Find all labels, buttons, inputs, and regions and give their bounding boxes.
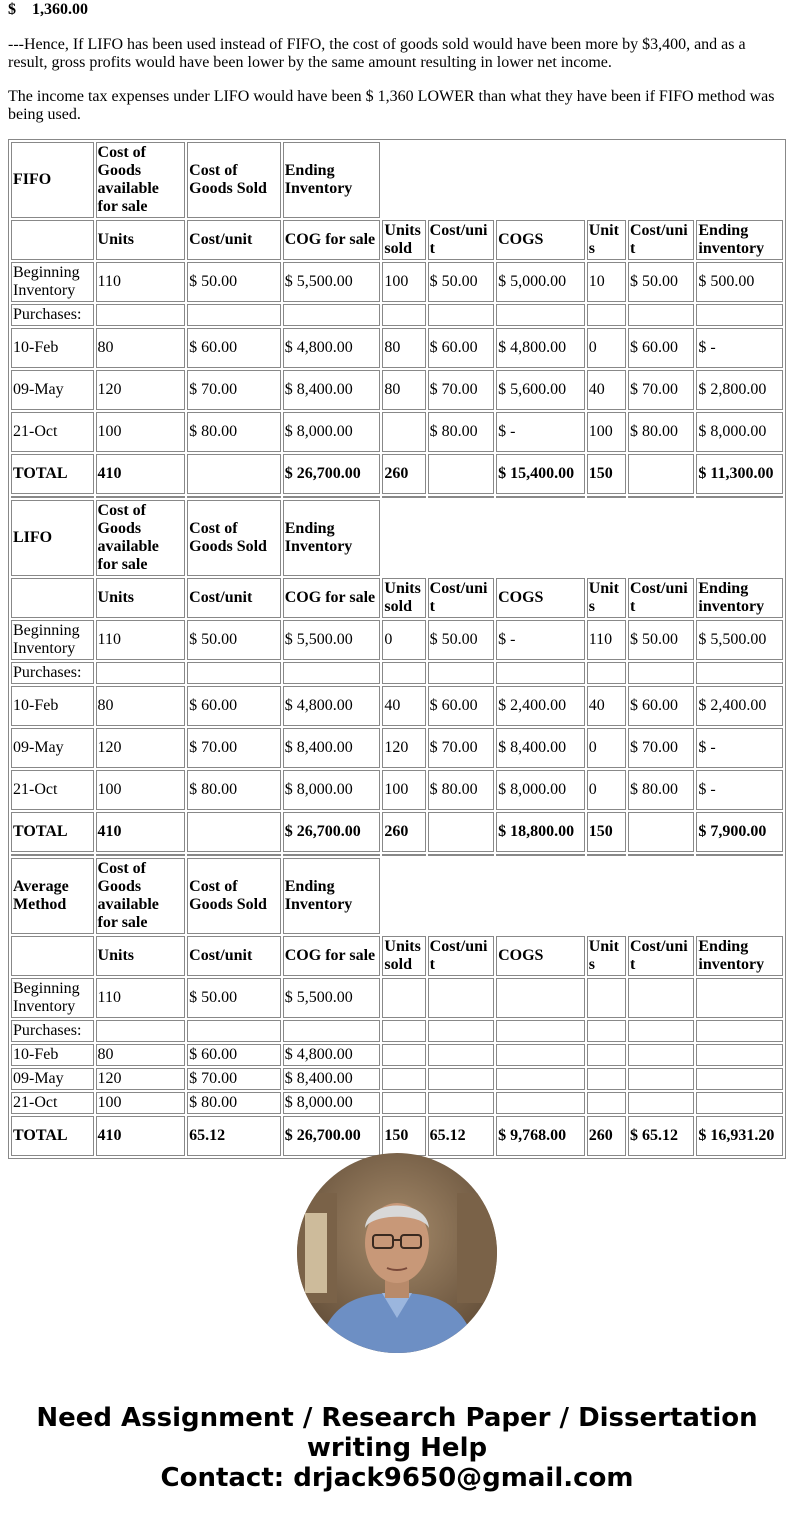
table-cell: $ 80.00: [187, 412, 281, 452]
table-cell: [96, 1020, 186, 1042]
table-cell: $ 50.00: [187, 620, 281, 660]
table-cell: 110: [96, 262, 186, 302]
header-cogs: COGS: [496, 936, 585, 976]
table-cell: $ -: [496, 412, 585, 452]
table-cell: $ 2,400.00: [696, 686, 783, 726]
table-cell: [283, 1020, 381, 1042]
author-photo: [297, 1153, 497, 1353]
table-cell: $ 2,800.00: [696, 370, 783, 410]
table-cell: $ 50.00: [428, 620, 494, 660]
table-cell: [628, 662, 694, 684]
table-cell: [382, 978, 425, 1018]
total-cell: $ 26,700.00: [283, 454, 381, 494]
table-cell: [628, 978, 694, 1018]
total-cell: $ 15,400.00: [496, 454, 585, 494]
header-ending-inventory: Ending Inventory: [283, 858, 381, 934]
table-row: [11, 1092, 783, 1114]
table-cell: [428, 1092, 494, 1114]
fifo-title-row: [11, 142, 783, 218]
table-cell: 40: [382, 686, 425, 726]
table-cell: [496, 1068, 585, 1090]
row-label: Purchases:: [11, 1020, 94, 1042]
total-label: TOTAL: [11, 1116, 94, 1156]
table-cell: [496, 1020, 585, 1042]
table-cell: [283, 304, 381, 326]
header-ending-inventory2: Ending inventory: [696, 578, 783, 618]
table-cell: $ 8,000.00: [496, 770, 585, 810]
table-cell: 80: [382, 328, 425, 368]
table-cell: $ 8,000.00: [696, 412, 783, 452]
separator-cell: [11, 854, 94, 856]
fifo-total-row: [11, 454, 783, 494]
table-cell: $ 8,400.00: [496, 728, 585, 768]
table-cell: $ 60.00: [628, 328, 694, 368]
empty-cell: [382, 500, 425, 576]
row-label: 21-Oct: [11, 412, 94, 452]
table-cell: $ 70.00: [628, 728, 694, 768]
row-label: 10-Feb: [11, 328, 94, 368]
separator-cell: [587, 854, 626, 856]
average-title: Average Method: [11, 858, 94, 934]
table-cell: $ 2,400.00: [496, 686, 585, 726]
header-units-sold: Units sold: [382, 220, 425, 260]
table-cell: [96, 304, 186, 326]
total-cell: $ 9,768.00: [496, 1116, 585, 1156]
fifo-title: FIFO: [11, 142, 94, 218]
header-blank: [11, 220, 94, 260]
table-cell: 0: [382, 620, 425, 660]
total-cell: [428, 454, 494, 494]
table-cell: $ 50.00: [187, 978, 281, 1018]
row-label: Purchases:: [11, 662, 94, 684]
table-cell: [382, 412, 425, 452]
header-units2: Units: [587, 578, 626, 618]
table-cell: [628, 1092, 694, 1114]
separator-cell: [587, 496, 626, 498]
section-separator: [11, 496, 783, 498]
table-cell: [496, 304, 585, 326]
header-cogs-sold: Cost of Goods Sold: [187, 500, 281, 576]
table-cell: $ 4,800.00: [283, 686, 381, 726]
row-label: 09-May: [11, 1068, 94, 1090]
table-cell: [187, 1020, 281, 1042]
table-cell: $ 50.00: [628, 262, 694, 302]
table-row: [11, 328, 783, 368]
table-cell: $ 50.00: [628, 620, 694, 660]
empty-cell: [382, 858, 425, 934]
table-cell: [587, 1020, 626, 1042]
table-row: [11, 662, 783, 684]
table-cell: [696, 662, 783, 684]
footer-contact-text: Contact: drjack9650@gmail.com: [160, 1463, 634, 1493]
table-cell: $ 500.00: [696, 262, 783, 302]
separator-cell: [696, 854, 783, 856]
total-label: TOTAL: [11, 454, 94, 494]
header-blank: [11, 578, 94, 618]
separator-cell: [628, 854, 694, 856]
header-units-sold: Units sold: [382, 578, 425, 618]
empty-cell: [587, 500, 626, 576]
total-cell: 260: [587, 1116, 626, 1156]
table-cell: 100: [96, 770, 186, 810]
table-row: [11, 262, 783, 302]
total-cell: 150: [382, 1116, 425, 1156]
table-cell: $ 80.00: [628, 770, 694, 810]
table-cell: $ 8,400.00: [283, 370, 381, 410]
separator-cell: [187, 496, 281, 498]
tax-paragraph: The income tax expenses under LIFO would have been $ 1,360 LOWER than what they have been if FIFO method was being used.: [8, 88, 775, 123]
table-row: [11, 1068, 783, 1090]
table-cell: $ 5,500.00: [283, 262, 381, 302]
total-cell: 410: [96, 812, 186, 852]
header-cost-unit: Cost/unit: [187, 578, 281, 618]
table-cell: $ 60.00: [187, 1044, 281, 1066]
table-cell: $ 60.00: [628, 686, 694, 726]
table-cell: [628, 304, 694, 326]
table-cell: $ 70.00: [187, 370, 281, 410]
header-ending-inventory: Ending Inventory: [283, 142, 381, 218]
table-cell: 80: [96, 686, 186, 726]
table-cell: 0: [587, 328, 626, 368]
table-cell: $ 50.00: [428, 262, 494, 302]
top-amount-currency: $: [8, 1, 16, 18]
empty-cell: [382, 142, 425, 218]
table-cell: [587, 1044, 626, 1066]
table-cell: 80: [382, 370, 425, 410]
table-cell: [382, 304, 425, 326]
separator-cell: [96, 854, 186, 856]
table-cell: 110: [96, 620, 186, 660]
table-cell: [496, 662, 585, 684]
table-cell: [187, 304, 281, 326]
table-cell: $ 70.00: [428, 370, 494, 410]
header-cogs: COGS: [496, 578, 585, 618]
table-cell: $ 70.00: [428, 728, 494, 768]
table-cell: [428, 1068, 494, 1090]
header-cogs-sold: Cost of Goods Sold: [187, 142, 281, 218]
empty-cell: [628, 142, 694, 218]
total-cell: 260: [382, 454, 425, 494]
total-cell: 150: [587, 812, 626, 852]
table-cell: [696, 978, 783, 1018]
lifo-title: LIFO: [11, 500, 94, 576]
table-cell: [283, 662, 381, 684]
total-cell: 260: [382, 812, 425, 852]
table-cell: $ 4,800.00: [283, 1044, 381, 1066]
table-cell: [587, 1092, 626, 1114]
lifo-title-row: [11, 500, 783, 576]
section-separator: [11, 854, 783, 856]
table-cell: $ 60.00: [187, 328, 281, 368]
table-cell: $ 80.00: [428, 770, 494, 810]
table-cell: 10: [587, 262, 626, 302]
table-row: [11, 770, 783, 810]
table-cell: $ 8,000.00: [283, 770, 381, 810]
header-cogs-sold: Cost of Goods Sold: [187, 858, 281, 934]
table-cell: 100: [382, 770, 425, 810]
table-cell: [428, 662, 494, 684]
table-cell: [587, 304, 626, 326]
row-label: 10-Feb: [11, 686, 94, 726]
separator-cell: [382, 496, 425, 498]
total-cell: $ 16,931.20: [696, 1116, 783, 1156]
table-cell: $ -: [696, 328, 783, 368]
header-ending-inventory2: Ending inventory: [696, 936, 783, 976]
total-label: TOTAL: [11, 812, 94, 852]
table-cell: $ 8,000.00: [283, 1092, 381, 1114]
row-label: 10-Feb: [11, 1044, 94, 1066]
empty-cell: [587, 142, 626, 218]
table-cell: [382, 1044, 425, 1066]
empty-cell: [496, 500, 585, 576]
table-cell: 80: [96, 1044, 186, 1066]
table-cell: 40: [587, 370, 626, 410]
table-cell: [496, 1044, 585, 1066]
table-cell: $ 80.00: [628, 412, 694, 452]
total-cell: 150: [587, 454, 626, 494]
table-cell: 0: [587, 770, 626, 810]
table-cell: [382, 1092, 425, 1114]
total-cell: [628, 812, 694, 852]
table-cell: $ 80.00: [187, 1092, 281, 1114]
table-row: [11, 370, 783, 410]
total-cell: [628, 454, 694, 494]
header-cog-for-sale: COG for sale: [283, 936, 381, 976]
top-amount-value: 1,360.00: [32, 1, 88, 18]
header-cog-for-sale: COG for sale: [283, 578, 381, 618]
table-cell: [382, 1020, 425, 1042]
header-cost-available: Cost of Goods available for sale: [96, 142, 186, 218]
table-cell: [628, 1020, 694, 1042]
separator-cell: [428, 496, 494, 498]
table-cell: [96, 662, 186, 684]
table-cell: [428, 304, 494, 326]
separator-cell: [628, 496, 694, 498]
table-cell: [696, 304, 783, 326]
row-label: Purchases:: [11, 304, 94, 326]
average-header-row: [11, 936, 783, 976]
total-cell: $ 7,900.00: [696, 812, 783, 852]
table-cell: [382, 1068, 425, 1090]
header-cost-unit3: Cost/unit: [628, 220, 694, 260]
table-cell: $ 5,500.00: [283, 620, 381, 660]
table-cell: [587, 1068, 626, 1090]
table-cell: [428, 978, 494, 1018]
separator-cell: [496, 854, 585, 856]
header-units2: Units: [587, 936, 626, 976]
empty-cell: [496, 858, 585, 934]
separator-cell: [382, 854, 425, 856]
table-cell: $ 50.00: [187, 262, 281, 302]
table-row: [11, 978, 783, 1018]
header-cost-unit: Cost/unit: [187, 936, 281, 976]
table-cell: $ 5,600.00: [496, 370, 585, 410]
table-cell: [696, 1068, 783, 1090]
table-cell: [696, 1044, 783, 1066]
header-cost-unit3: Cost/unit: [628, 578, 694, 618]
table-cell: 120: [96, 1068, 186, 1090]
table-cell: $ 5,500.00: [283, 978, 381, 1018]
total-cell: $ 26,700.00: [283, 1116, 381, 1156]
table-cell: $ 4,800.00: [283, 328, 381, 368]
total-cell: $ 65.12: [628, 1116, 694, 1156]
row-label: Beginning Inventory: [11, 620, 94, 660]
row-label: 21-Oct: [11, 1092, 94, 1114]
lifo-header-row: [11, 578, 783, 618]
table-cell: 110: [96, 978, 186, 1018]
row-label: Beginning Inventory: [11, 262, 94, 302]
separator-cell: [96, 496, 186, 498]
table-cell: $ 5,500.00: [696, 620, 783, 660]
table-row: [11, 1020, 783, 1042]
table-cell: $ -: [696, 728, 783, 768]
table-cell: [428, 1044, 494, 1066]
header-ending-inventory2: Ending inventory: [696, 220, 783, 260]
empty-cell: [628, 500, 694, 576]
table-cell: 100: [382, 262, 425, 302]
total-cell: 65.12: [428, 1116, 494, 1156]
empty-cell: [696, 500, 783, 576]
table-cell: 80: [96, 328, 186, 368]
average-title-row: [11, 858, 783, 934]
table-row: [11, 1044, 783, 1066]
table-cell: [696, 1020, 783, 1042]
header-units: Units: [96, 220, 186, 260]
header-cog-for-sale: COG for sale: [283, 220, 381, 260]
author-photo-image: [297, 1153, 497, 1353]
table-cell: 110: [587, 620, 626, 660]
table-cell: 120: [382, 728, 425, 768]
table-cell: 100: [96, 1092, 186, 1114]
separator-cell: [283, 854, 381, 856]
table-cell: $ 60.00: [187, 686, 281, 726]
total-cell: 410: [96, 454, 186, 494]
inventory-methods-table: [8, 139, 786, 1159]
table-cell: $ 80.00: [428, 412, 494, 452]
table-cell: $ -: [696, 770, 783, 810]
table-cell: $ 60.00: [428, 328, 494, 368]
total-cell: [187, 812, 281, 852]
header-cogs: COGS: [496, 220, 585, 260]
conclusion-paragraph: ---Hence, If LIFO has been used instead of FIFO, the cost of goods sold would have been more by $3,400, and as a result, gross profits would have been lower by the same amount resulting in lower net income.: [8, 36, 746, 71]
table-cell: $ -: [496, 620, 585, 660]
table-cell: $ 4,800.00: [496, 328, 585, 368]
separator-cell: [11, 496, 94, 498]
empty-cell: [428, 500, 494, 576]
empty-cell: [696, 858, 783, 934]
table-cell: [587, 978, 626, 1018]
row-label: 09-May: [11, 728, 94, 768]
empty-cell: [428, 142, 494, 218]
header-cost-unit3: Cost/unit: [628, 936, 694, 976]
table-cell: 120: [96, 370, 186, 410]
header-cost-available: Cost of Goods available for sale: [96, 500, 186, 576]
table-cell: 120: [96, 728, 186, 768]
total-cell: 65.12: [187, 1116, 281, 1156]
table-cell: [628, 1068, 694, 1090]
table-cell: [628, 1044, 694, 1066]
header-units: Units: [96, 578, 186, 618]
separator-cell: [283, 496, 381, 498]
fifo-header-row: [11, 220, 783, 260]
total-cell: [187, 454, 281, 494]
header-units-sold: Units sold: [382, 936, 425, 976]
header-cost-unit2: Cost/unit: [428, 578, 494, 618]
top-amount: [8, 0, 88, 20]
separator-cell: [187, 854, 281, 856]
table-cell: [587, 662, 626, 684]
total-cell: [428, 812, 494, 852]
table-cell: $ 70.00: [187, 1068, 281, 1090]
table-row: [11, 412, 783, 452]
row-label: 21-Oct: [11, 770, 94, 810]
total-cell: $ 18,800.00: [496, 812, 585, 852]
lifo-total-row: [11, 812, 783, 852]
empty-cell: [587, 858, 626, 934]
total-cell: 410: [96, 1116, 186, 1156]
table-row: [11, 728, 783, 768]
table-cell: $ 70.00: [187, 728, 281, 768]
table-cell: 100: [96, 412, 186, 452]
header-cost-unit2: Cost/unit: [428, 220, 494, 260]
total-cell: $ 26,700.00: [283, 812, 381, 852]
table-cell: $ 8,000.00: [283, 412, 381, 452]
table-cell: $ 70.00: [628, 370, 694, 410]
header-cost-available: Cost of Goods available for sale: [96, 858, 186, 934]
empty-cell: [696, 142, 783, 218]
header-ending-inventory: Ending Inventory: [283, 500, 381, 576]
row-label: Beginning Inventory: [11, 978, 94, 1018]
table-row: [11, 304, 783, 326]
table-cell: [696, 1092, 783, 1114]
table-cell: 40: [587, 686, 626, 726]
empty-cell: [628, 858, 694, 934]
separator-cell: [496, 496, 585, 498]
average-total-row: [11, 1116, 783, 1156]
total-cell: $ 11,300.00: [696, 454, 783, 494]
header-blank: [11, 936, 94, 976]
footer-banner: [0, 1403, 794, 1493]
header-cost-unit: Cost/unit: [187, 220, 281, 260]
table-cell: 0: [587, 728, 626, 768]
table-cell: 100: [587, 412, 626, 452]
separator-cell: [696, 496, 783, 498]
table-cell: $ 60.00: [428, 686, 494, 726]
table-cell: $ 5,000.00: [496, 262, 585, 302]
header-units: Units: [96, 936, 186, 976]
table-cell: [496, 978, 585, 1018]
empty-cell: [428, 858, 494, 934]
empty-cell: [496, 142, 585, 218]
table-row: [11, 620, 783, 660]
header-units2: Units: [587, 220, 626, 260]
table-cell: [496, 1092, 585, 1114]
separator-cell: [428, 854, 494, 856]
table-cell: $ 80.00: [187, 770, 281, 810]
table-cell: [382, 662, 425, 684]
table-cell: [428, 1020, 494, 1042]
table-row: [11, 686, 783, 726]
table-cell: $ 8,400.00: [283, 728, 381, 768]
table-cell: $ 8,400.00: [283, 1068, 381, 1090]
row-label: 09-May: [11, 370, 94, 410]
footer-help-text: Need Assignment / Research Paper / Dissertation writing Help: [36, 1403, 758, 1463]
table-cell: [187, 662, 281, 684]
header-cost-unit2: Cost/unit: [428, 936, 494, 976]
